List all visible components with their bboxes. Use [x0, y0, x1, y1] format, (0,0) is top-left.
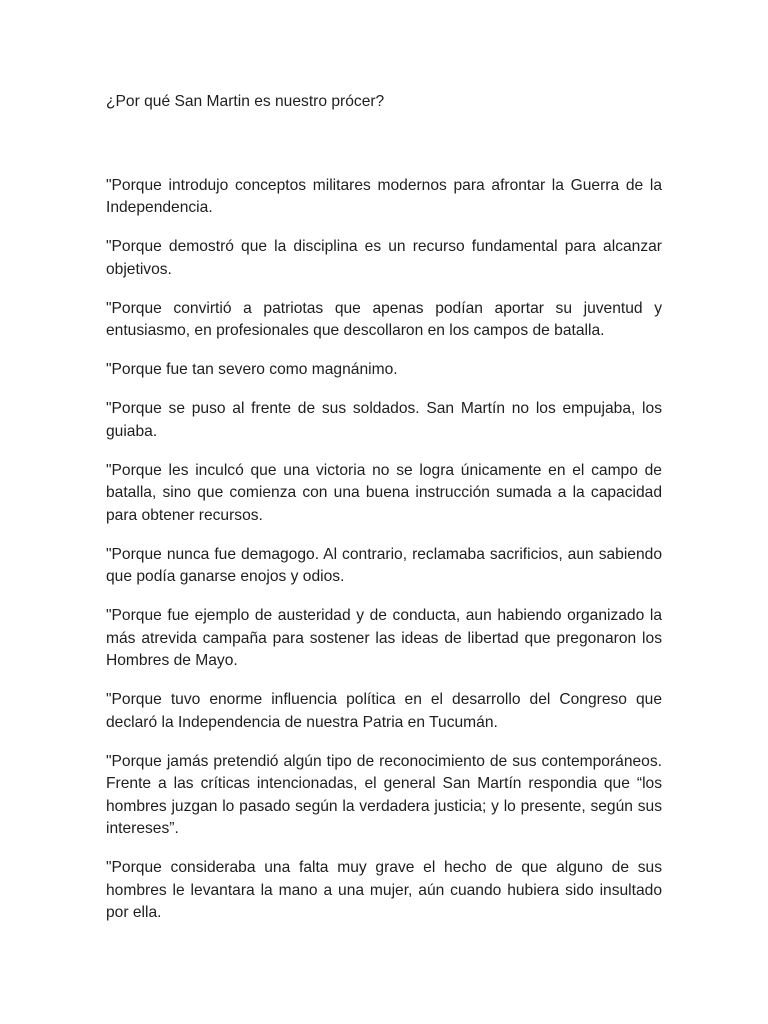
paragraph-11: "Porque consideraba una falta muy grave el hecho de que alguno de sus hombres le levantara la mano a una mujer, aún cuando hubiera sido insultado por ella.: [106, 859, 662, 921]
paragraph-7: "Porque nunca fue demagogo. Al contrario, reclamaba sacrificios, aun sabiendo que podía ganarse enojos y odios.: [106, 545, 662, 585]
paragraph-10: "Porque jamás pretendió algún tipo de reconocimiento de sus contemporáneos. Frente a las críticas intencionadas, el general San Martín respondia que “los hombres juzgan lo pasado según la verdadera justicia; y lo presente, según sus intereses”.: [106, 752, 662, 837]
paragraph-5: "Porque se puso al frente de sus soldados. San Martín no los empujaba, los guiaba.: [106, 400, 662, 440]
paragraph-6: "Porque les inculcó que una victoria no se logra únicamente en el campo de batalla, sino que comienza con una buena instrucción sumada a la capacidad para obtener recursos.: [106, 461, 662, 524]
document-title: ¿Por qué San Martin es nuestro prócer?: [106, 93, 385, 110]
paragraph-8: "Porque fue ejemplo de austeridad y de conducta, aun habiendo organizado la más atrevida campaña para sostener las ideas de libertad que pregonaron los Hombres de Mayo.: [106, 607, 662, 669]
paragraph-4: "Porque fue tan severo como magnánimo.: [106, 361, 398, 378]
paragraph-1: "Porque introdujo conceptos militares modernos para afrontar la Guerra de la Independencia.: [106, 176, 662, 216]
paragraph-9: "Porque tuvo enorme influencia política en el desarrollo del Congreso que declaró la Independencia de nuestra Patria en Tucumán.: [106, 691, 662, 731]
paragraph-3: "Porque convirtió a patriotas que apenas podían aportar su juventud y entusiasmo, en profesionales que descollaron en los campos de batalla.: [106, 299, 662, 339]
paragraph-2: "Porque demostró que la disciplina es un recurso fundamental para alcanzar objetivos.: [106, 238, 662, 278]
